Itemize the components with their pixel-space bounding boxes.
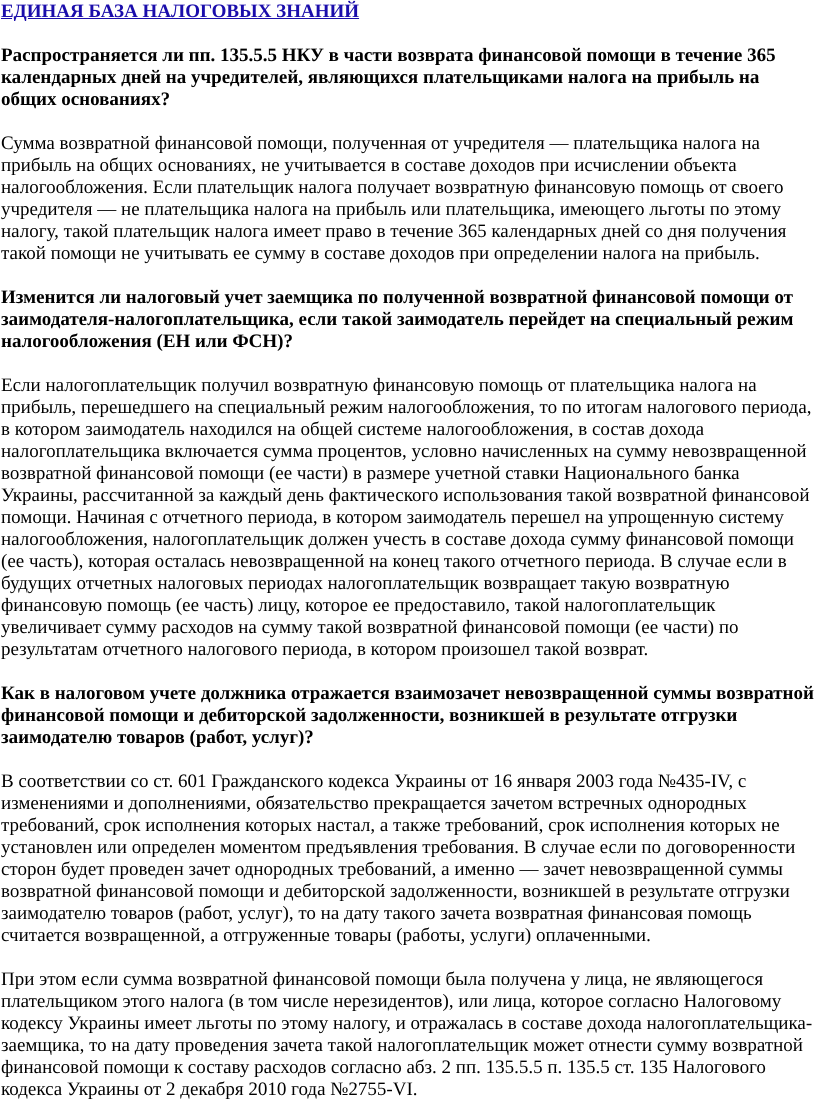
question-1: Распространяется ли пп. 135.5.5 НКУ в части возврата финансовой помощи в течение 365 календарных дней на учредителей, являющихся плательщиками налога на прибыль на общих основаниях? <box>1 45 776 110</box>
answer-2: Если налогоплательщик получил возвратную финансовую помощь от плательщика налога на прибыль, перешедшего на специальный режим налогообложения, то по итогам налогового периода, в котором заимодатель находился на общей системе налогообложения, в состав дохода налогоплательщика включается сумма процентов, условно начисленных на сумму невозвращенной возвратной финансовой помощи (ее части) в размере учетной ставки Национального банка Украины, рассчитанной за каждый день фактического использования такой возвратной финансовой помощи. Начиная с отчетного периода, в котором заимодатель перешел на упрощенную систему налогообложения, налогоплательщик должен учесть в составе дохода сумму финансовой помощи (ее часть), которая осталась невозвращенной на конец такого отчетного периода. В случае если в будущих отчетных налоговых периодах налогоплательщик возвращает такую возвратную финансовую помощь (ее часть) лицу, которое ее предоставило, такой налогоплательщик увеличивает сумму расходов на сумму такой возвратной финансовой помощи (ее части) по результатам отчетного налогового периода, в котором произошел такой возврат. <box>1 375 812 660</box>
site-title-link[interactable]: ЕДИНАЯ БАЗА НАЛОГОВЫХ ЗНАНИЙ <box>1 1 360 22</box>
answer-3-paragraph-1: В соответствии со ст. 601 Гражданского кодекса Украины от 16 января 2003 года №435-IV, с изменениями и дополнениями, обязательство прекращается зачетом встречных однородных требований, срок исполнения которых настал, а также требований, срок исполнения которых не установлен или определен моментом предъявления требования. В случае если по договоренности сторон будет проведен зачет однородных требований, а именно — зачет невозвращенной суммы возвратной финансовой помощи и дебиторской задолженности, возникшей в результате отгрузки заимодателю товаров (работ, услуг), то на дату такого зачета возвратная финансовая помощь считается возвращенной, а отгруженные товары (работы, услуги) оплаченными. <box>1 771 796 946</box>
question-2: Изменится ли налоговый учет заемщика по полученной возвратной финансовой помощи от заимодателя-налогоплательщика, если такой заимодатель перейдет на специальный режим налогообложения (ЕН или ФСН)? <box>1 287 794 352</box>
question-3: Как в налоговом учете должника отражается взаимозачет невозвращенной суммы возвратной финансовой помощи и дебиторской задолженности, возникшей в результате отгрузки заимодателю товаров (работ, услуг)? <box>1 683 814 748</box>
answer-1: Сумма возвратной финансовой помощи, полученная от учредителя — плательщика налога на прибыль на общих основаниях, не учитывается в составе доходов при исчислении объекта налогообложения. Если плательщик налога получает возвратную финансовую помощь от своего учредителя — не плательщика налога на прибыль или плательщика, имеющего льготы по этому налогу, такой плательщик налога имеет право в течение 365 календарных дней со дня получения такой помощи не учитывать ее сумму в составе доходов при определении налога на прибыль. <box>1 133 787 264</box>
answer-3-paragraph-2: При этом если сумма возвратной финансовой помощи была получена у лица, не являющегося плательщиком этого налога (в том числе нерезидентов), или лица, которое согласно Налоговому кодексу Украины имеет льготы по этому налогу, и отражалась в составе дохода налогоплательщика-заемщика, то на дату проведения зачета такой налогоплательщик может отнести сумму возвратной финансовой помощи к составу расходов согласно абз. 2 пп. 135.5.5 п. 135.5 ст. 135 Налогового кодекса Украины от 2 декабря 2010 года №2755-VI. <box>1 969 813 1100</box>
